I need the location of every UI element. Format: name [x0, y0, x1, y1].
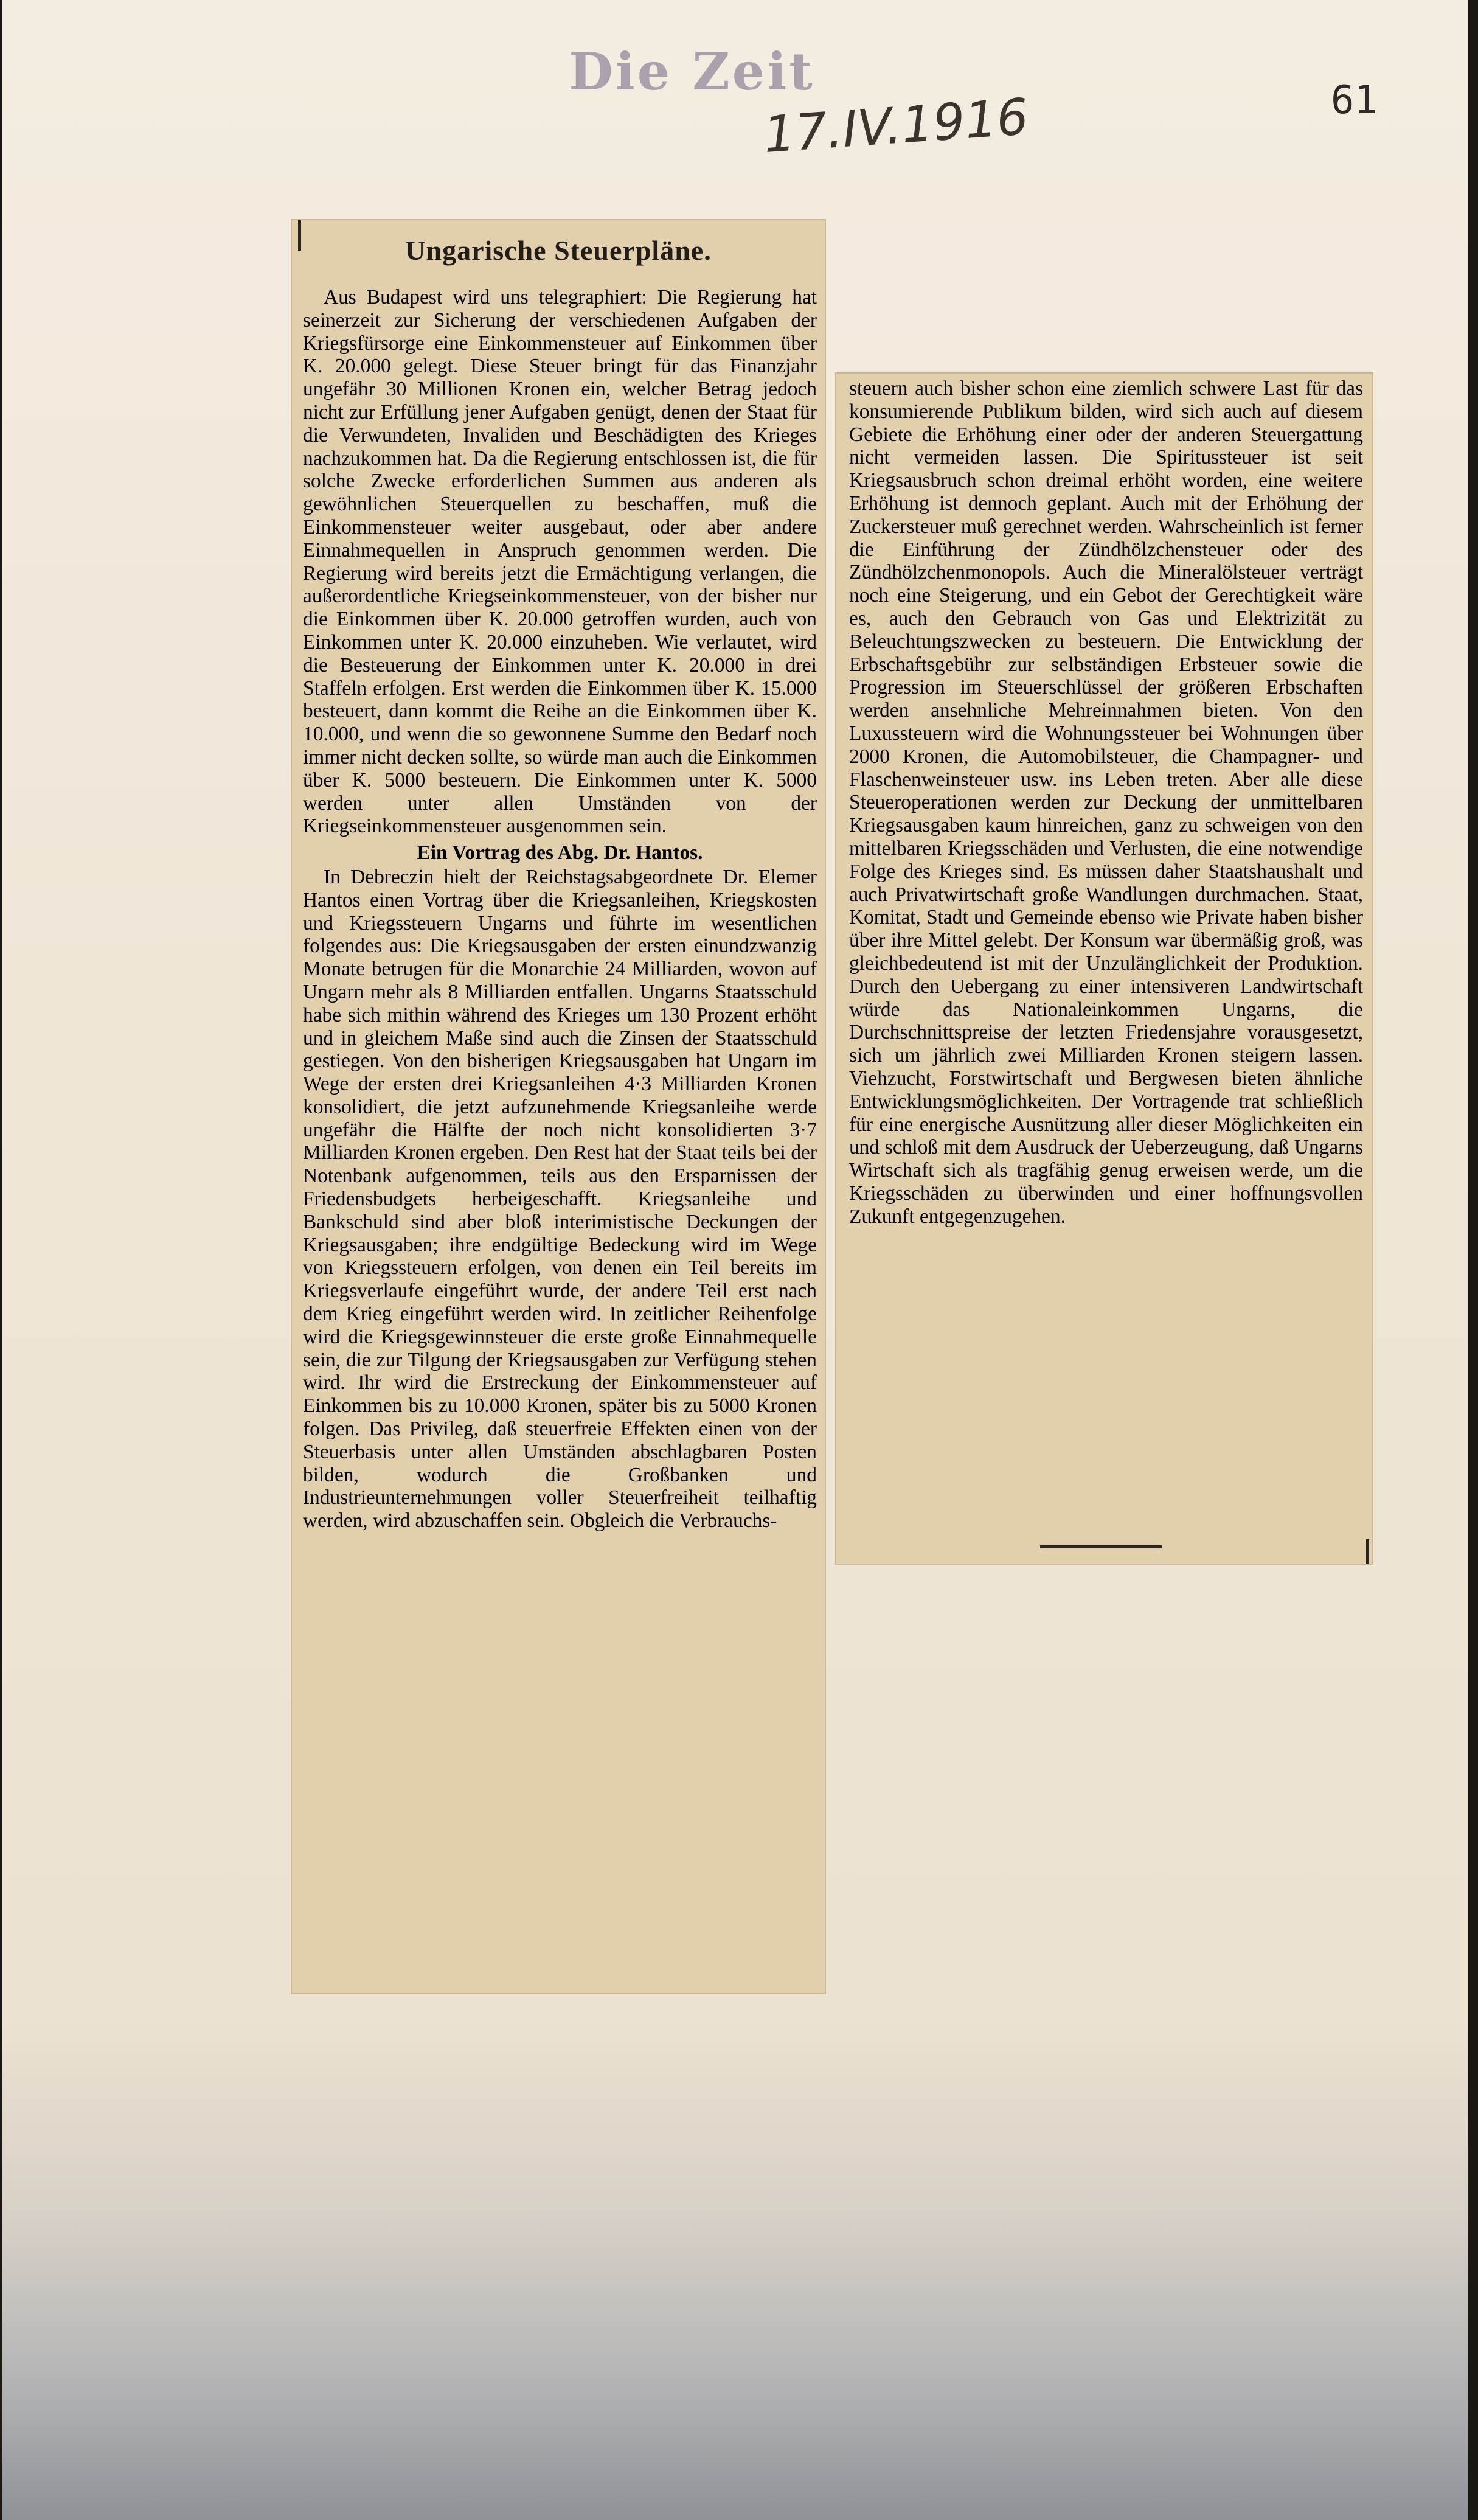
clipping-edge-mark [1366, 1539, 1369, 1564]
article-paragraph: In Debreczin hielt der Reichstagsabgeordnete Dr. Elemer Hantos einen Vortrag über die Kriegsanleihen, Kriegskosten und Kriegssteuern Ungarns und führte im wesentlichen folgendes aus: Die Kriegsausgaben der ersten einundzwanzig Monate betrugen für die Monarchie 24 Milliarden, wovon auf Ungarn mehr als 8 Milliarden entfallen. Ungarns Staatsschuld habe sich mithin während des Krieges um 130 Prozent erhöht und in gleichem Maße sind auch die Zinsen der Staatsschuld gestiegen. Von den bisherigen Kriegsausgaben hat Ungarn im Wege der ersten drei Kriegsanleihen 4·3 Milliarden Kronen konsolidiert, die jetzt aufzunehmende Kriegsanleihe werde ungefähr die Hälfte der noch nicht konsolidierten 3·7 Milliarden Kronen ergeben. Den Rest hat der Staat teils bei der Notenbank aufgenommen, teils aus den Ersparnissen der Friedensbudgets herbeigeschafft. Kriegsanleihe und Bankschuld sind aber bloß interimistische Deckungen der Kriegsausgaben; ihre endgültige Bedeckung wird im Wege von Kriegssteuern erfolgen, von denen ein Teil bereits im Kriegsverlaufe eingeführt wurde, der andere Teil erst nach dem Krieg eingeführt werden wird. In zeitlicher Reihenfolge wird die Kriegsgewinnsteuer die erste große Einnahmequelle sein, die zur Tilgung der Kriegsausgaben zur Verfügung stehen wird. Ihr wird die Erstreckung der Einkommensteuer auf Einkommen bis zu 10.000 Kronen, später bis zu 5000 Kronen folgen. Das Privileg, daß steuerfreie Effekten einen von der Steuerbasis unter allen Umständen abschlagbaren Posten bilden, wodurch die Großbanken und Industrieunternehmungen voller Steuerfreiheit teilhaftig werden, wird abzuschaffen sein. Obgleich die Verbrauchs- [303, 865, 817, 1533]
article-title: Ungarische Steuerpläne. [405, 235, 712, 266]
page-number: 61 [1331, 78, 1378, 123]
handwritten-date: 17.IV.1916 [762, 88, 1030, 165]
article-column-right [849, 377, 1363, 1228]
end-rule [1040, 1545, 1162, 1548]
article-paragraph: Aus Budapest wird uns telegraphiert: Die Regierung hat seinerzeit zur Sicherung der verschiedenen Aufgaben der Kriegsfürsorge eine Einkommensteuer auf Einkommen über K. 20.000 gelegt. Diese Steuer bringt für das Finanzjahr ungefähr 30 Millionen Kronen ein, welcher Betrag jedoch nicht zur Erfüllung jener Aufgaben genügt, denen der Staat für die Verwundeten, Invaliden und Beschädigten des Krieges nachzukommen hat. Da die Regierung entschlossen ist, die für solche Zwecke erforderlichen Summen aus anderen als gewöhnlichen Steuerquellen zu beschaffen, muß die Einkommensteuer weiter ausgebaut, oder aber andere Einnahmequellen in Anspruch genommen werden. Die Regierung wird bereits jetzt die Ermächtigung verlangen, die außerordentliche Kriegseinkommensteuer, von der bisher nur die Einkommen über K. 20.000 getroffen wurden, auch von Einkommen unter K. 20.000 einzuheben. Wie verlautet, wird die Besteuerung der Einkommen unter K. 20.000 in drei Staffeln erfolgen. Erst werden die Einkommen über K. 15.000 besteuert, dann kommt die Reihe an die Einkommen über K. 10.000, und wenn die so gewonnene Summe den Bedarf noch immer nicht decken sollte, so würde man auch die Einkommen über K. 5000 besteuern. Die Einkommen unter K. 5000 werden unter allen Umständen von der Kriegseinkommensteuer ausgenommen sein. [303, 286, 817, 838]
newspaper-stamp: Die Zeit [569, 41, 815, 102]
article-column-left [303, 286, 817, 1533]
article-paragraph: steuern auch bisher schon eine ziemlich schwere Last für das konsumierende Publikum bilden, wird sich auch auf diesem Gebiete die Erhöhung einer oder der anderen Steuergattung nicht vermeiden lassen. Die Spiritussteuer ist seit Kriegsausbruch schon dreimal erhöht worden, eine weitere Erhöhung ist dennoch geplant. Auch mit der Erhöhung der Zuckersteuer muß gerechnet werden. Wahrscheinlich ist ferner die Einführung der Zündhölzchensteuer oder des Zündhölzchenmonopols. Auch die Mineralölsteuer verträgt noch eine Steigerung, und ein Gebot der Gerechtigkeit wäre es, auch den Gebrauch von Gas und Elektrizität zu Beleuchtungszwecken zu besteuern. Die Entwicklung der Erbschaftsgebühr zur selbständigen Erbsteuer sowie die Progression im Steuerschlüssel der größeren Erbschaften werden ansehnliche Mehreinnahmen bieten. Von den Luxussteuern wird die Wohnungssteuer bei Wohnungen über 2000 Kronen, die Automobilsteuer, die Champagner- und Flaschenweinsteuer usw. ins Leben treten. Aber alle diese Steueroperationen werden zur Deckung der unmittelbaren Kriegsausgaben kaum hinreichen, ganz zu schweigen von den mittelbaren Kriegsschäden und Verlusten, die eine notwendige Folge des Krieges sind. Es müssen daher Staatshaushalt und auch Privatwirtschaft große Wandlungen durchmachen. Staat, Komitat, Stadt und Gemeinde ebenso wie Private haben bisher über ihre Mittel gelebt. Der Konsum war übermäßig groß, was gleichbedeutend ist mit der Unzulänglichkeit der Produktion. Durch den Uebergang zu einer intensiveren Landwirtschaft würde das Nationaleinkommen Ungarns, die Durchschnittspreise der letzten Friedensjahre vorausgesetzt, sich um jährlich zwei Milliarden Kronen steigern lassen. Viehzucht, Forstwirtschaft und Bergwesen bieten ähnliche Entwicklungsmöglichkeiten. Der Vortragende trat schließlich für eine energische Ausnützung aller dieser Möglichkeiten ein und schloß mit dem Ausdruck der Ueberzeugung, daß Ungarns Wirtschaft sich als tragfähig genug erweisen werde, um die Kriegsschäden zu überwinden und einer hoffnungsvollen Zukunft entgegenzugehen. [849, 377, 1363, 1228]
article-subheading: Ein Vortrag des Abg. Dr. Hantos. [417, 841, 703, 865]
